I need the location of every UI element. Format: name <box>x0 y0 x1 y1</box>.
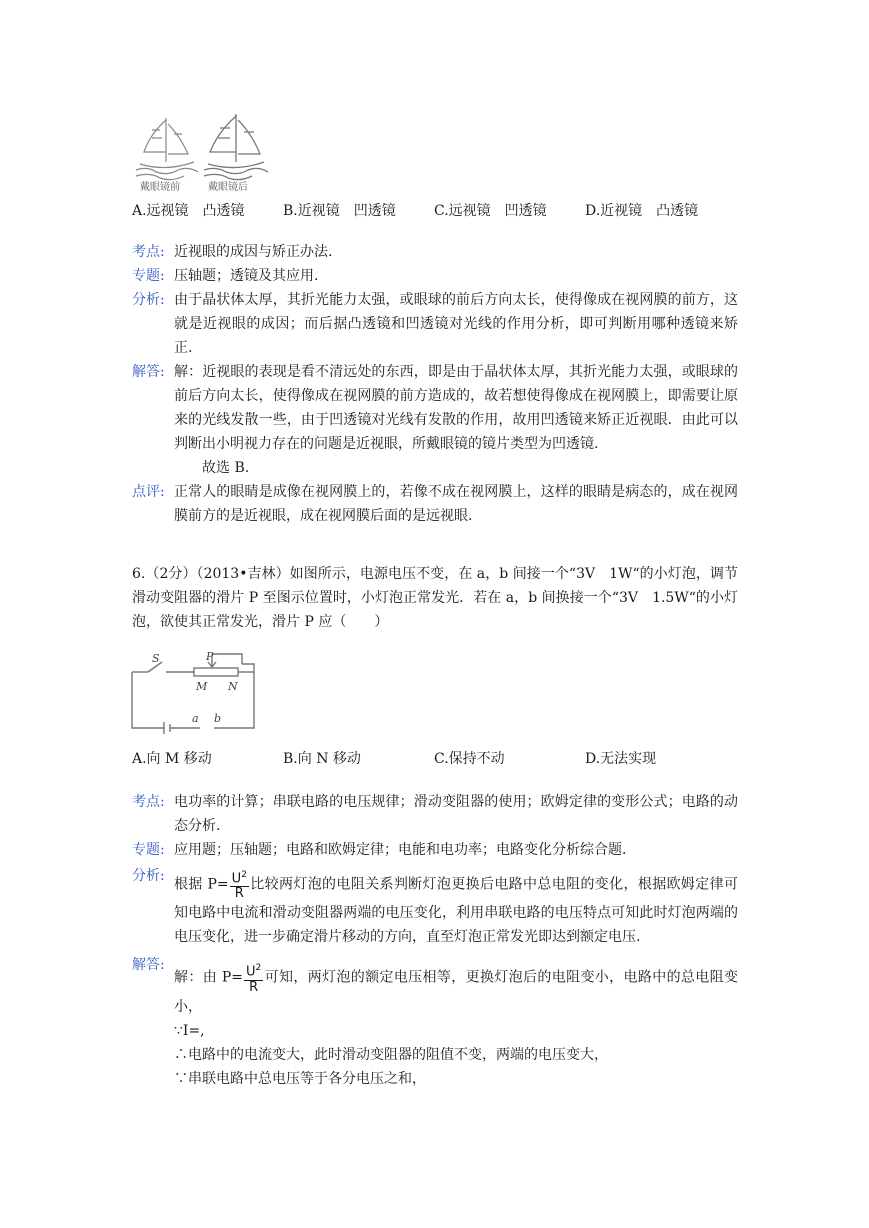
label-dianping: 点评: <box>132 484 165 500</box>
formula2-numerator: U <box>246 964 256 980</box>
q5-option-b: B.近视镜 凹透镜 <box>283 203 396 219</box>
q5-fenxi-text: 由于晶状体太厚，其折光能力太强，或眼球的前后方向太长，使得像成在视网膜的前方，这就是近视眼的成因；而后据凸透镜和凹透镜对光线的作用分析，即可判断用哪种透镜来矫正. <box>174 292 738 356</box>
q6-line-1: ∵I=, <box>174 1022 205 1039</box>
q5-option-c: C.远视镜 凹透镜 <box>434 203 547 219</box>
caption-before: 戴眼镜前 <box>140 182 180 193</box>
sailboat-before-icon <box>136 118 198 180</box>
label-m: M <box>196 680 208 693</box>
q6-zhuanti <box>132 838 738 862</box>
label-zhuanti: 专题: <box>132 842 165 858</box>
circuit-figure <box>130 650 260 734</box>
power-formula <box>230 868 249 901</box>
label-n: N <box>228 680 238 693</box>
label-a: a <box>192 712 199 725</box>
q5-zhuanti-text: 压轴题；透镜及其应用. <box>174 268 319 284</box>
formula2-exponent: 2 <box>255 963 262 974</box>
label-kaodian: 考点: <box>132 794 165 810</box>
label-p: P <box>206 650 214 663</box>
q6-kaodian-text: 电功率的计算；串联电路的电压规律；滑动变阻器的使用；欧姆定律的变形公式；电路的动态分析. <box>174 794 738 834</box>
q5-dianping <box>132 480 738 528</box>
label-jieda: 解答: <box>132 364 165 380</box>
caption-after: 戴眼镜后 <box>208 182 248 193</box>
formula-denominator: R <box>234 886 244 902</box>
q6-jieda-post: 可知，两灯泡的额定电压相等，更换灯泡后的电阻变小，电路中的总电阻变小， <box>174 970 738 1015</box>
q6-option-b: B.向 N 移动 <box>283 751 361 767</box>
label-kaodian: 考点: <box>132 244 165 260</box>
q6-analysis <box>132 790 738 1091</box>
q6-question: 6.（2分）（2013•吉林）如图所示，电源电压不变，在 a，b 间接一个“3V 1W“的小灯泡，调节滑动变阻器的滑片 P 至图示位置时，小灯泡正常发光．若在 a，b 间换接一个“3V 1.5W“的小灯泡，欲使其正常发光，滑片 P 应（ ） <box>132 566 738 630</box>
q6-line-2: ∴电路中的电流变大，此时滑动变阻器的阻值不变，两端的电压变大， <box>174 1046 608 1063</box>
q6-fenxi <box>132 864 738 949</box>
label-fenxi: 分析: <box>132 868 165 884</box>
q6-zhuanti-text: 应用题；压轴题；电路和欧姆定律；电能和电功率；电路变化分析综合题. <box>174 842 627 858</box>
q6-option-d: D.无法实现 <box>585 751 657 767</box>
q5-dianping-text: 正常人的眼睛是成像在视网膜上的，若像不成在视网膜上，这样的眼睛是病态的，成在视网膜前方的是近视眼，成在视网膜后面的是远视眼. <box>174 484 738 524</box>
q5-jieda-text: 解：近视眼的表现是看不清远处的东西，即是由于晶状体太厚，其折光能力太强，或眼球的前后方向太长，使得像成在视网膜的前方造成的，故若想使得像成在视网膜上，即需要让原来的光线发散一些，由于凹透镜对光线有发散的作用，故用凹透镜来矫正近视眼．由此可以判断出小明视力存在的问题是近视眼，所戴眼镜的镜片类型为凹透镜. <box>174 364 738 452</box>
q5-analysis <box>132 240 738 528</box>
rheostat-icon <box>194 668 238 676</box>
q6-jieda-text <box>174 953 738 1018</box>
sailboat-after-icon <box>204 114 268 180</box>
q6-fenxi-post: 比较两灯泡的电阻关系判断灯泡更换后电路中总电阻的变化，根据欧姆定律可知电路中电流和滑动变阻器两端的电压变化，利用串联电路的电压特点可知此时灯泡两端的电压变化，进一步确定滑片移动的方向，直至灯泡正常发光即达到额定电压. <box>174 876 738 946</box>
q5-jieda-end: 故选 B. <box>202 460 250 476</box>
q6-option-c: C.保持不动 <box>434 751 505 767</box>
q6-jieda-pre: 解：由 P= <box>174 970 244 986</box>
formula2-denominator: R <box>249 979 259 995</box>
label-zhuanti: 专题: <box>132 268 165 284</box>
formula-exponent: 2 <box>241 870 247 880</box>
label-s: S <box>152 652 160 665</box>
q5-option-a: A.远视镜 凸透镜 <box>132 203 245 219</box>
q6-option-a: A.向 M 移动 <box>132 751 212 767</box>
q5-option-d: D.近视镜 凸透镜 <box>585 203 699 219</box>
power-formula-2 <box>244 961 263 994</box>
battery-icon <box>164 722 170 734</box>
q5-kaodian-text: 近视眼的成因与矫正办法. <box>174 244 333 260</box>
label-jieda: 解答: <box>132 957 165 974</box>
q5-fenxi <box>132 288 738 360</box>
label-fenxi: 分析: <box>132 292 165 308</box>
label-b: b <box>214 712 222 725</box>
q5-jieda <box>132 360 738 480</box>
q6-fenxi-pre: 根据 P= <box>174 876 229 893</box>
q6-fenxi-text <box>174 864 738 949</box>
q6-kaodian <box>132 790 738 838</box>
formula-numerator: U <box>231 871 242 887</box>
q6-line-3: ∵串联电路中总电压等于各分电压之和， <box>174 1070 426 1087</box>
sailboat-figure <box>132 110 272 194</box>
q6-jieda <box>132 953 738 1090</box>
q5-kaodian <box>132 240 738 264</box>
q5-zhuanti <box>132 264 738 288</box>
